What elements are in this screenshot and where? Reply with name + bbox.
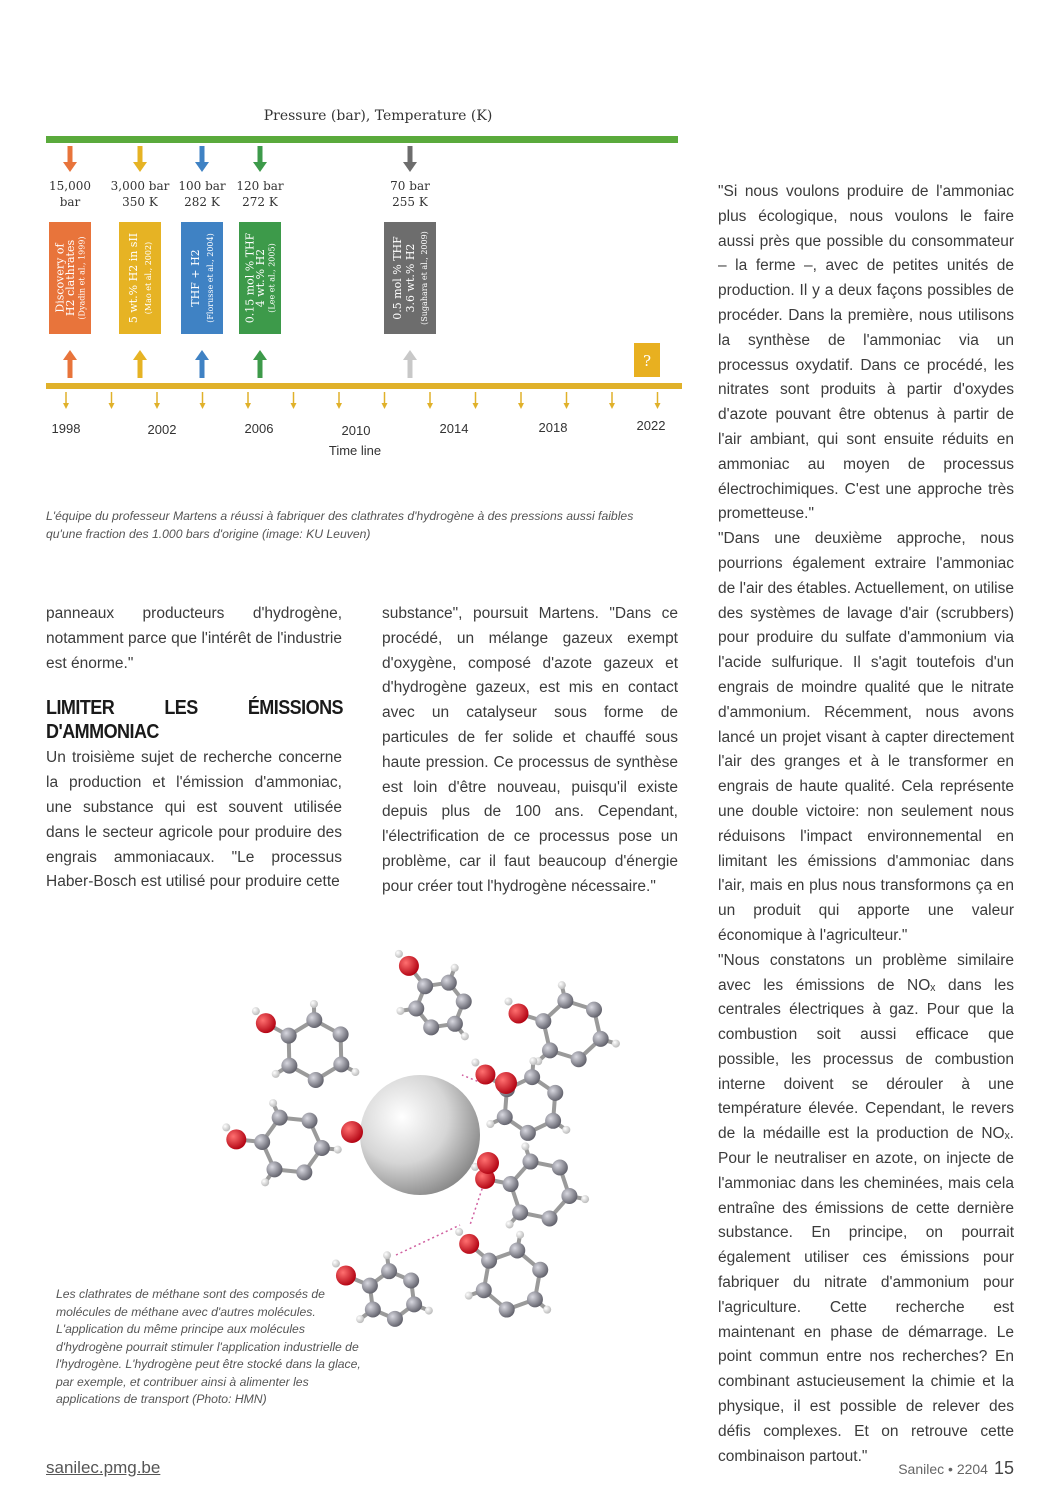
carbon-atom	[302, 1113, 318, 1129]
event-bottom-arrowhead	[63, 350, 77, 360]
carbon-atom	[272, 1110, 288, 1126]
carbon-atom	[557, 993, 573, 1009]
footer-website-link[interactable]: sanilec.pmg.be	[46, 1458, 161, 1477]
middle-column	[382, 602, 678, 900]
carbon-atom	[333, 1056, 349, 1072]
middle-paragraph-1: substance", poursuit Martens. "Dans ce procédé, un mélange gazeux exempt d'oxygène, composé d'azote gazeux et d'hydrogène gazeux, est mis en contact avec un catalyseur sous forme de particules de fer solide et chauffé sous haute pression. Ce processus de synthèse est loin d'être nouveau, puisqu'il existe depuis plus de 100 ans. Cependant, l'électrification de ce processus pose un problème, car il faut beaucoup d'énergie pour créer tout l'hydrogène nécessaire."	[382, 605, 678, 895]
event-box	[119, 222, 161, 334]
carbon-atom	[593, 1031, 609, 1047]
event-top-arrowhead	[133, 162, 147, 172]
carbon-atom	[281, 1028, 297, 1044]
timeline-chart	[40, 100, 682, 470]
timeline-figure	[40, 100, 682, 470]
event-label: (Mao et al., 2002)	[144, 241, 153, 315]
event-top-arrowhead	[403, 162, 417, 172]
hydrogen-atom	[383, 1251, 391, 1259]
carbon-atom	[532, 1262, 548, 1278]
carbon-atom	[542, 1042, 558, 1058]
oxygen-atom	[475, 1065, 495, 1085]
year-label: 2002	[147, 422, 177, 437]
carbon-atom	[509, 1242, 525, 1258]
hydrogen-atom	[425, 1307, 433, 1315]
hydrogen-atom	[334, 1146, 342, 1154]
timeline-tick-head	[291, 403, 297, 409]
year-label: 2018	[538, 420, 568, 435]
oxygen-atom	[256, 1013, 276, 1033]
event-bottom-arrowhead	[403, 350, 417, 360]
left-paragraph-1: panneaux producteurs d'hydrogène, notamment parce que l'intérêt de l'industrie est énorme."	[46, 605, 342, 672]
event-temperature: bar	[59, 195, 81, 209]
timeline-tick-head	[564, 403, 570, 409]
event-0	[49, 146, 91, 378]
carbon-atom	[547, 1085, 563, 1101]
timeline-tick-head	[655, 403, 661, 409]
event-4	[384, 146, 436, 378]
hydrogen-atom	[543, 1306, 551, 1314]
page-number: 15	[993, 1458, 1014, 1478]
event-temperature: 282 K	[184, 195, 220, 209]
event-1	[111, 146, 170, 378]
event-top-arrowhead	[253, 162, 267, 172]
right-column	[718, 180, 1014, 1469]
carbon-atom	[527, 1291, 543, 1307]
timeline-tick-head	[473, 403, 479, 409]
hydrogen-atom	[252, 1007, 260, 1015]
oxygen-atom	[336, 1266, 356, 1286]
carbon-atom	[306, 1012, 322, 1028]
event-temperature: 255 K	[392, 195, 428, 209]
future-marker: ?	[642, 352, 652, 370]
carbon-atom	[503, 1176, 519, 1192]
hydrogen-atom	[516, 1231, 524, 1239]
timeline-tick-head	[245, 403, 251, 409]
years-group	[52, 418, 666, 438]
event-label: 4 wt.% H2	[254, 248, 267, 308]
carbon-atom	[296, 1164, 312, 1180]
section-heading: LIMITER LES ÉMISSIONS D'AMMONIAC	[46, 697, 343, 744]
timeline-tick-head	[200, 403, 206, 409]
carbon-atom	[406, 1296, 422, 1312]
carbon-atom	[571, 1051, 587, 1067]
oxygen-atom	[509, 1003, 529, 1023]
hydrogen-atom	[261, 1178, 269, 1186]
hydrogen-atom	[521, 1142, 529, 1150]
year-label: 1998	[51, 421, 81, 436]
oxygen-atom	[399, 956, 419, 976]
figure-title: Pressure (bar), Temperature (K)	[263, 108, 493, 124]
event-pressure: 120 bar	[236, 179, 284, 193]
year-label: 2022	[636, 418, 666, 433]
carbon-atom	[447, 1016, 463, 1032]
carbon-atom	[365, 1301, 381, 1317]
timeline-tick-head	[518, 403, 524, 409]
footer-magazine-info	[898, 1458, 1014, 1479]
event-label: (Dyadin et al., 1999)	[77, 236, 87, 320]
carbon-atom	[520, 1125, 536, 1141]
carbon-atom	[522, 1154, 538, 1170]
carbon-atom	[403, 1273, 419, 1289]
hydrogen-atom	[562, 1126, 570, 1134]
year-label: 2014	[439, 421, 469, 436]
carbon-atom	[423, 1019, 439, 1035]
hydrogen-atom	[310, 1000, 318, 1008]
event-label: THF + H2	[189, 249, 202, 307]
right-paragraph-3: "Nous constatons un problème similaire avec les émissions de NOₓ dans les centrales électriques à gaz. Pour que la combustion soit aussi efficace que possible, les processus de combustion interne doivent se dérouler à une température élevée. Cependant, le revers de la médaille est la production de NOₓ. Pour le neutraliser en azote, on injecte de l'ammoniac dans les cheminées, mais cela entraîne des émissions de cette dernière substance. En principe, on pourrait également utiliser ces émissions pour fabriquer du nitrate d'ammonium pour l'agriculture. Cette recherche est maintenant en phase de démarrage. Le point commun entre nos recherches? En combinant astucieusement la chimie et la physique, il est possible de relever des défis complexes. Et on retrouve cette combinaison partout."	[718, 951, 1014, 1465]
event-3	[236, 146, 284, 378]
carbon-atom	[266, 1161, 282, 1177]
year-label: 2010	[341, 423, 371, 438]
hydrogen-atom	[465, 1292, 473, 1300]
event-bottom-arrowhead	[133, 350, 147, 360]
timeline-tick-head	[63, 403, 69, 409]
carbon-atom	[481, 1253, 497, 1269]
carbon-atom	[561, 1188, 577, 1204]
carbon-atom	[408, 1001, 424, 1017]
timeline-tick-head	[336, 403, 342, 409]
hydrogen-atom	[505, 997, 513, 1005]
carbon-atom	[499, 1302, 515, 1318]
event-bottom-arrowhead	[253, 350, 267, 360]
hydrogen-atom	[461, 1032, 469, 1040]
oxygen-atom	[459, 1234, 479, 1254]
hydrogen-atom	[269, 1099, 277, 1107]
event-label: (Florusse et al., 2004)	[206, 233, 215, 323]
hydrogen-atom	[451, 964, 459, 972]
carbon-atom	[542, 1210, 558, 1226]
event-top-arrowhead	[195, 162, 209, 172]
event-pressure: 70 bar	[390, 179, 430, 193]
timeline-tick-head	[427, 403, 433, 409]
hydrogen-atom	[272, 1070, 280, 1078]
event-top-arrowhead	[63, 162, 77, 172]
event-label: Discovery of	[53, 243, 67, 313]
carbon-atom	[417, 978, 433, 994]
timeline-tick-head	[382, 403, 388, 409]
hydrogen-atom	[396, 1007, 404, 1015]
hydrogen-atom	[529, 1057, 537, 1065]
hydrogen-atom	[471, 1059, 479, 1067]
hydrogen-atom	[332, 1260, 340, 1268]
event-label: 3.6 wt.% H2	[404, 243, 417, 313]
carbon-atom	[381, 1263, 397, 1279]
event-box	[181, 222, 223, 334]
event-label: 0.5 mol % THF	[391, 236, 404, 320]
methane-sphere	[360, 1075, 480, 1195]
x-axis-label: Time line	[328, 443, 382, 458]
event-label: (Lee et al., 2005)	[267, 243, 277, 313]
carbon-atom	[586, 1002, 602, 1018]
ticks-group	[63, 392, 661, 409]
carbon-atom	[314, 1140, 330, 1156]
figure-caption-2: Les clathrates de méthane sont des composés de molécules de méthane avec d'autres molécules. L'application du même principe aux molécules d'hydrogène pourrait stimuler l'application industrielle de l'hydrogène. L'hydrogène peut être stocké dans la glace, par exemple, et contribuer ainsi à alimenter les applications de transport (Photo: HMN)	[56, 1287, 361, 1406]
timeline-tick-head	[609, 403, 615, 409]
hydrogen-atom	[455, 1228, 463, 1236]
timeline-tick-head	[154, 403, 160, 409]
event-label: 5 wt.% H2 in sII	[127, 232, 140, 324]
carbon-atom	[387, 1311, 403, 1327]
event-pressure: 15,000	[49, 179, 91, 193]
left-column	[46, 602, 342, 895]
oxygen-atom	[341, 1121, 363, 1143]
carbon-atom	[535, 1013, 551, 1029]
carbon-atom	[524, 1069, 540, 1085]
right-paragraph-2: "Dans une deuxième approche, nous pourrions également extraire l'ammoniac de l'air des étables. Actuellement, on utilise des systèmes de lavage d'air (scrubbers) pour produire du sulfate d'ammonium via l'acide sulfurique. Il s'agit toutefois d'un engrais de moindre qualité que le nitrate d'ammonium. Récemment, nous avons lancé un projet visant à capter directement l'air des granges et à le transformer en engrais de haute qualité. Cela représente une double victoire: non seulement nous réduisons l'impact environnemental en limitant les émissions d'ammoniac dans l'air, mais en plus nous transformons ça en un produit qui apporte une valeur économique à l'agriculteur."	[718, 530, 1014, 944]
carbon-atom	[333, 1026, 349, 1042]
left-paragraph-2: Un troisième sujet de recherche concerne la production et l'émission d'ammoniac, une substance qui est souvent utilisée dans le secteur agricole pour produire des engrais ammoniacaux. "Le processus Haber-Bosch est utilisé pour produire cette	[46, 749, 342, 891]
right-paragraph-1: "Si nous voulons produire de l'ammoniac plus écologique, nous voulons le faire aussi près que possible du consommateur – la ferme –, avec de petites unités de production. Il y a deux façons possibles de procéder. Dans la première, nous utilisons la synthèse de l'ammoniac via un processus oxydatif. Dans ce procédé, les nitrates sont produits à partir d'oxydes d'azote pouvant être obtenus à partir de l'air ambiant, qui sont ensuite réduits en ammoniac au moyen de processus électrochimiques. C'est une approche très prometteuse."	[718, 183, 1014, 523]
year-label: 2006	[244, 421, 274, 436]
hydrogen-atom	[612, 1040, 620, 1048]
carbon-atom	[308, 1072, 324, 1088]
figure-caption-1: L'équipe du professeur Martens a réussi à fabriquer des clathrates d'hydrogène à des pressions aussi faibles qu'une fraction des 1.000 bars d'origine (image: KU Leuven)	[46, 509, 634, 541]
event-label: H2 clathrates	[64, 239, 77, 317]
carbon-atom	[254, 1134, 270, 1150]
events-group	[49, 146, 436, 378]
hydrogen-atom	[506, 1220, 514, 1228]
hydrogen-atom	[486, 1120, 494, 1128]
timeline-bar	[46, 383, 682, 389]
carbon-atom	[552, 1160, 568, 1176]
magazine-issue: Sanilec • 2204	[898, 1461, 988, 1477]
hydrogen-atom	[395, 950, 403, 958]
event-pressure: 100 bar	[178, 179, 226, 193]
hydrogen-atom	[581, 1195, 589, 1203]
event-2	[178, 146, 226, 378]
event-label: 0.15 mol % THF	[243, 232, 257, 324]
event-pressure: 3,000 bar	[110, 179, 170, 193]
carbon-atom	[456, 993, 472, 1009]
carbon-atom	[476, 1282, 492, 1298]
carbon-atom	[441, 975, 457, 991]
carbon-atom	[281, 1058, 297, 1074]
event-bottom-arrowhead	[195, 350, 209, 360]
event-label: (Sugahara et al., 2009)	[420, 231, 429, 325]
hydrogen-atom	[558, 981, 566, 989]
timeline-tick-head	[109, 403, 115, 409]
carbon-atom	[545, 1113, 561, 1129]
oxygen-atom	[226, 1129, 246, 1149]
oxygen-atom	[495, 1072, 517, 1094]
hydrogen-atom	[351, 1068, 359, 1076]
carbon-atom	[497, 1109, 513, 1125]
event-temperature: 350 K	[122, 195, 158, 209]
pressure-bar	[46, 136, 678, 143]
event-temperature: 272 K	[242, 195, 278, 209]
oxygen-atom	[477, 1152, 499, 1174]
hydrogen-atom	[222, 1123, 230, 1131]
carbon-atom	[512, 1204, 528, 1220]
